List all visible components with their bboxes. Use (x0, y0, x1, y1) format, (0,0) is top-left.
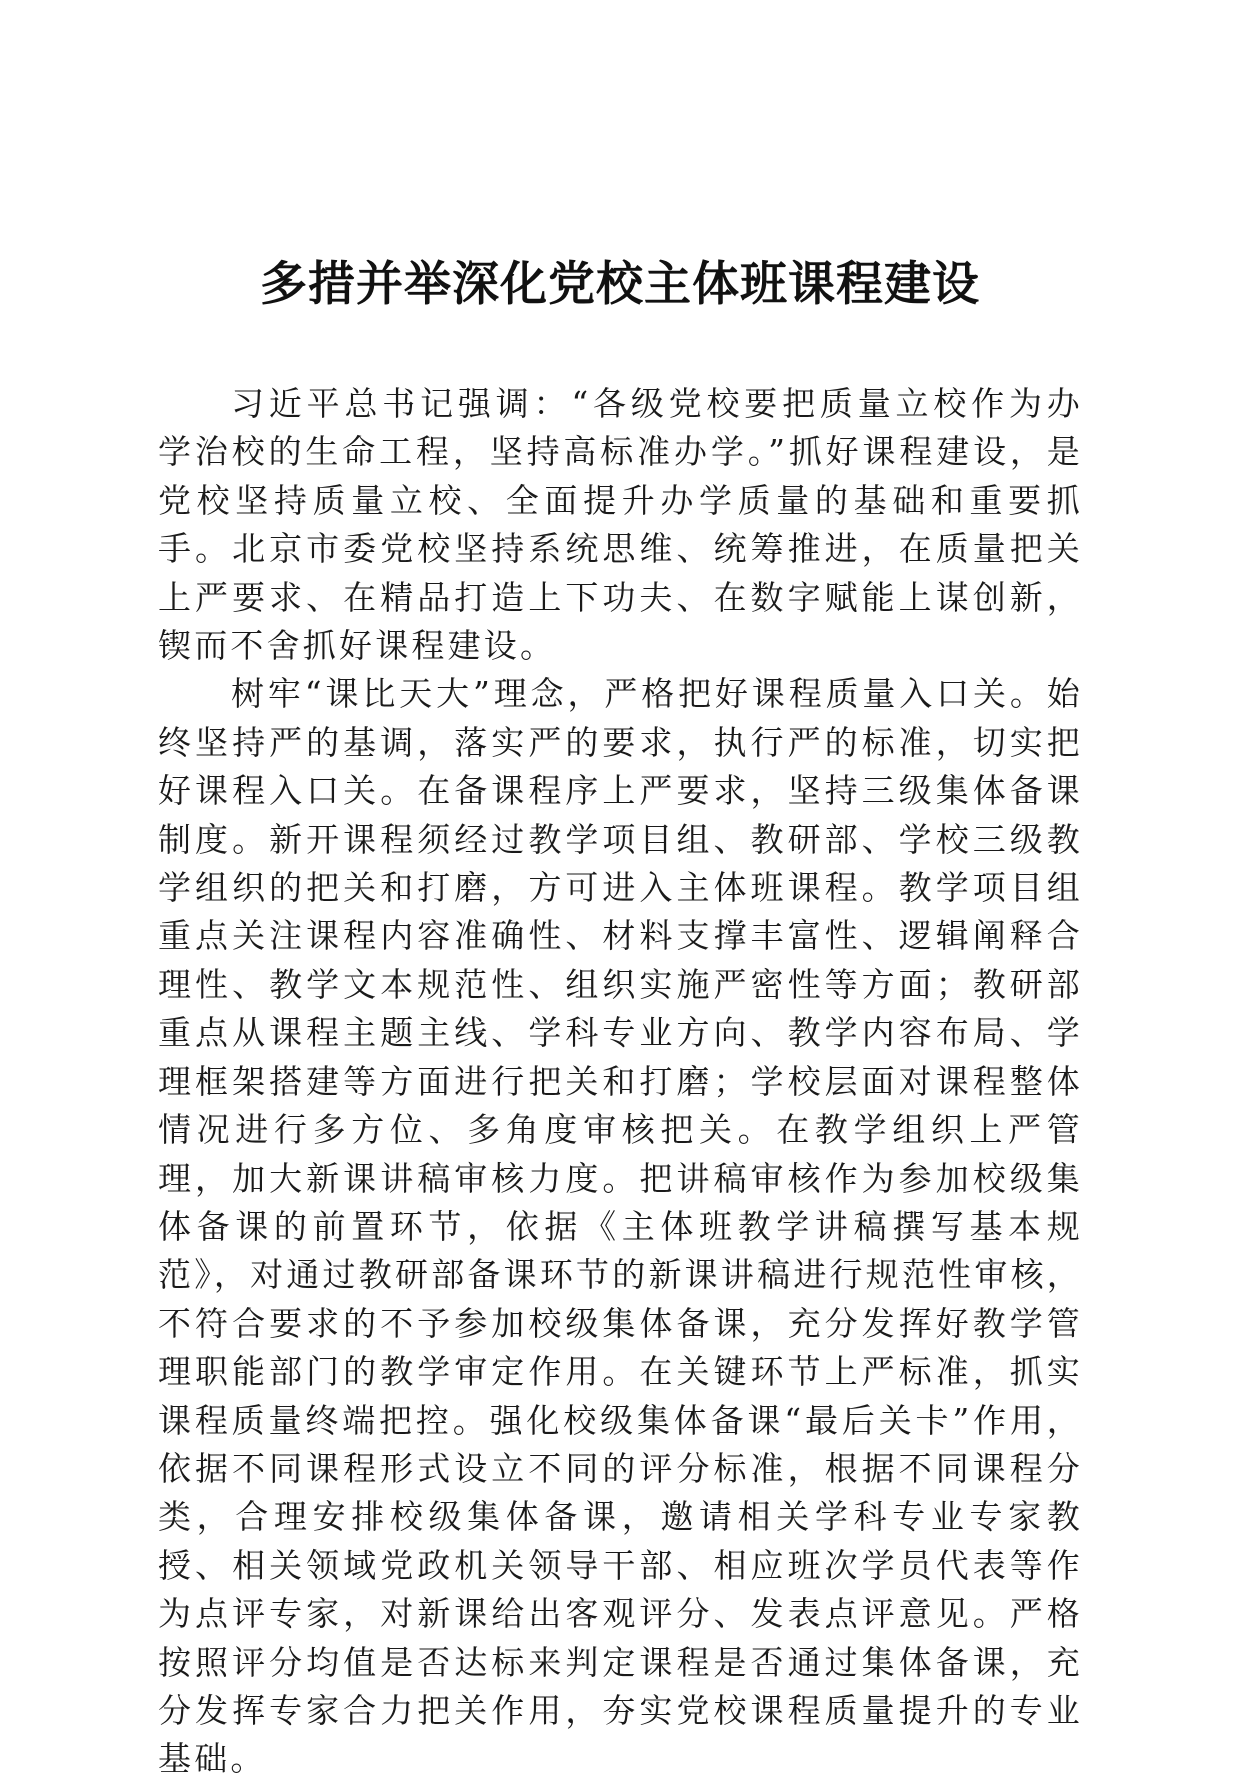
paragraph-intro: 习近平总书记强调：“各级党校要把质量立校作为办学治校的生命工程，坚持高标准办学。”抓好课程建设，是党校坚持质量立校、全面提升办学质量的基础和重要抓手。北京市委党校坚持系统思维、统筹推进，在质量把关上严要求、在精品打造上下功夫、在数字赋能上谋创新，锲而不舍抓好课程建设。 (158, 384, 1083, 666)
paragraph-course-quality: 树牢“课比天大”理念，严格把好课程质量入口关。始终坚持严的基调，落实严的要求，执行严的标准，切实把好课程入口关。在备课程序上严要求，坚持三级集体备课制度。新开课程须经过教学项目组、教研部、学校三级教学组织的把关和打磨，方可进入主体班课程。教学项目组重点关注课程内容准确性、材料支撑丰富性、逻辑阐释合理性、教学文本规范性、组织实施严密性等方面；教研部重点从课程主题主线、学科专业方向、教学内容布局、学理框架搭建等方面进行把关和打磨；学校层面对课程整体情况进行多方位、多角度审核把关。在教学组织上严管理，加大新课讲稿审核力度。把讲稿审核作为参加校级集体备课的前置环节，依据《主体班教学讲稿撰写基本规范》，对通过教研部备课环节的新课讲稿进行规范性审核，不符合要求的不予参加校级集体备课，充分发挥好教学管理职能部门的教学审定作用。在关键环节上严标准，抓实课程质量终端把控。强化校级集体备课“最后关卡”作用，依据不同课程形式设立不同的评分标准，根据不同课程分类，合理安排校级集体备课，邀请相关学科专业专家教授、相关领域党政机关领导干部、相应班次学员代表等作为点评专家，对新课给出客观评分、发表点评意见。严格按照评分均值是否达标来判定课程是否通过集体备课，充分发挥专家合力把关作用，夯实党校课程质量提升的专业基础。 (158, 674, 1083, 1779)
document-body (158, 380, 1083, 1784)
document-title: 多措并举深化党校主体班课程建设 (260, 257, 980, 312)
